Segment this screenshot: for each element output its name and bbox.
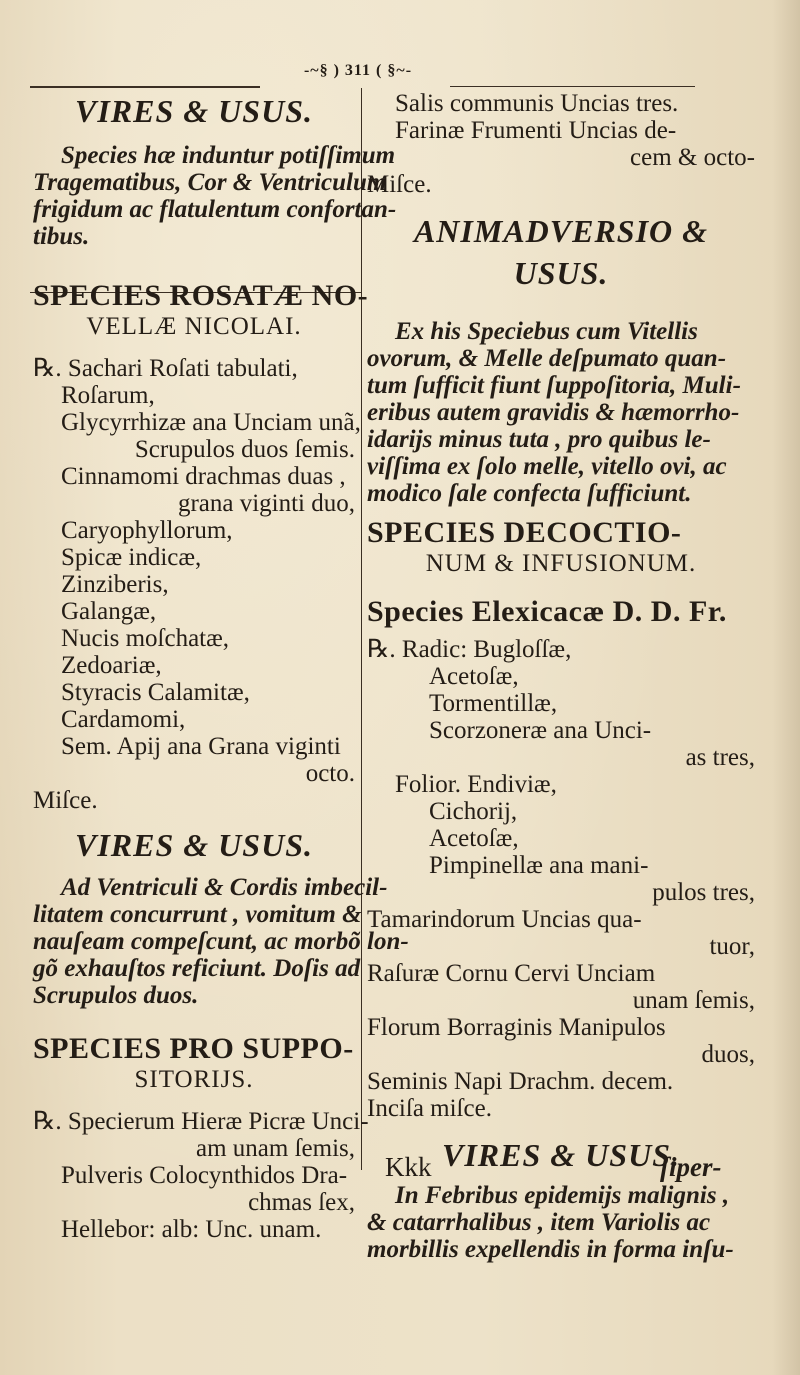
left-column-line: nauſeam compeſcunt, ac morbõ lon- [33,928,409,955]
right-column-line: VIRES & USUS. [442,1137,680,1173]
left-column-line: Ad Ventriculi & Cordis imbecil- [61,874,388,901]
left-column-line: Cardamomi, [61,706,186,733]
left-column-line: Nucis moſchatæ, [61,625,230,652]
left-column-line: frigidum ac flatulentum confortan- [33,196,397,223]
left-column-line: ℞. Specierum Hieræ Picræ Unci- [33,1108,369,1135]
left-column-line: chmas ſex, [248,1189,355,1216]
left-column-line: am unam ſemis, [196,1135,355,1162]
left-column-line: Zinziberis, [61,571,169,598]
right-column-line: NUM & INFUSIONUM. [425,550,697,577]
right-column-line: idarijs minus tuta , pro quibus le- [367,426,711,453]
right-column-line: Folior. Endiviæ, [395,771,557,798]
right-column-line: tuor, [709,933,755,960]
right-column-line: morbillis expellendis in forma inſu- [367,1236,734,1263]
right-column-line: cem & octo- [630,144,755,171]
right-column-line: Scorzoneræ ana Unci- [429,717,652,744]
left-column-line: octo. [305,760,355,787]
left-column-line: VIRES & USUS. [75,827,313,863]
page-edge-shadow [772,0,800,1375]
left-column-line: grana viginti duo, [177,490,355,517]
right-column-line: tum ſufficit fiunt ſuppoſitoria, Muli- [367,372,741,399]
right-column-line: Cichorij, [429,798,518,825]
right-column-line: Miſce. [367,171,432,198]
left-column-line: Hellebor: alb: Unc. unam. [61,1216,322,1243]
left-column-line: Spicæ indicæ, [61,544,202,571]
right-column-line: USUS. [513,255,609,291]
left-column-line: VIRES & USUS. [75,93,313,129]
right-column-line: Farinæ Frumenti Uncias de- [395,117,677,144]
left-column-line: Galangæ, [61,598,157,625]
right-column-line: SPECIES DECOCTIO- [367,516,682,549]
right-column-line: pulos tres, [652,879,755,906]
header-rule-left [30,86,260,88]
right-column-line: Florum Borraginis Manipulos [367,1014,666,1041]
right-column-line: unam ſemis, [632,987,755,1014]
running-header [30,62,770,90]
right-column-line: Tormentillæ, [429,690,558,717]
catchword: ſiper- [660,1152,722,1182]
right-column-line: viſſima ex ſolo melle, vitello ovi, ac [367,453,727,480]
right-column-line: Acetoſæ, [429,825,519,852]
left-column-line: Miſce. [33,787,98,814]
left-column-line: Pulveris Colocynthidos Dra- [61,1162,348,1189]
column-divider [361,88,362,1170]
right-column-line: & catarrhalibus , item Variolis ac [367,1209,711,1236]
right-column [367,90,755,1263]
right-column-line: duos, [701,1041,755,1068]
left-column-line: Zedoariæ, [61,652,162,679]
left-column-line: Roſarum, [61,382,155,409]
left-column-line: tibus. [33,223,90,250]
right-column-line: Ex his Speciebus cum Vitellis [395,318,698,345]
left-column-line: Scrupulos duos. [33,982,199,1009]
right-column-line: Pimpinellæ ana mani- [429,852,649,879]
right-column-line: Raſuræ Cornu Cervi Unciam [367,960,656,987]
left-column-line: Caryophyllorum, [61,517,233,544]
right-column-line: as tres, [685,744,755,771]
signature-mark: Kkk [385,1152,432,1182]
left-column-line: litatem concurrunt , vomitum & [33,901,362,928]
left-column-line: SPECIES PRO SUPPO- [33,1032,354,1065]
left-column-line: Styracis Calamitæ, [61,679,250,706]
left-column-line: SPECIES ROSATÆ NO- [33,279,369,312]
right-column-line: ℞. Radic: Bugloſſæ, [367,636,572,663]
left-column-line: Scrupulos duos ſemis. [134,436,355,463]
left-column-line: ℞. Sachari Roſati tabulati, [33,355,298,382]
right-column-line: Salis communis Uncias tres. [395,90,679,117]
left-column-line: SITORIJS. [134,1066,254,1093]
right-column-line: eribus autem gravidis & hæmorrho- [367,399,740,426]
right-column-line: ANIMADVERSIO & [413,213,709,249]
left-column-line: Tragematibus, Cor & Ventriculum [33,169,387,196]
right-column-line: Tamarindorum Uncias qua- [367,906,642,933]
left-column-line: Species hæ induntur potiſſimum [61,142,396,169]
right-column-line: Acetoſæ, [429,663,519,690]
right-column-line: Seminis Napi Drachm. decem. [367,1068,674,1095]
right-column-line: modico ſale confecta ſufficiunt. [367,480,692,507]
left-column-line: gõ exhauſtos reficiunt. Doſis ad [33,955,361,982]
right-column-line: In Febribus epidemijs malignis , [395,1182,730,1209]
right-column-line: ovorum, & Melle deſpumato quan- [367,345,727,372]
header-rule-right [450,86,695,87]
left-column-line: Sem. Apij ana Grana viginti [61,733,341,760]
right-column-line: Inciſa miſce. [367,1095,492,1122]
right-column-line: Species Elexicacæ D. D. Fr. [367,595,727,628]
left-column-line: Glycyrrhizæ ana Unciam unã, [61,409,361,436]
left-column-line: VELLÆ NICOLAI. [86,313,302,340]
page-number: -~§ ) 311 ( §~- [303,62,413,79]
left-column-line: Cinnamomi drachmas duas , [61,463,346,490]
